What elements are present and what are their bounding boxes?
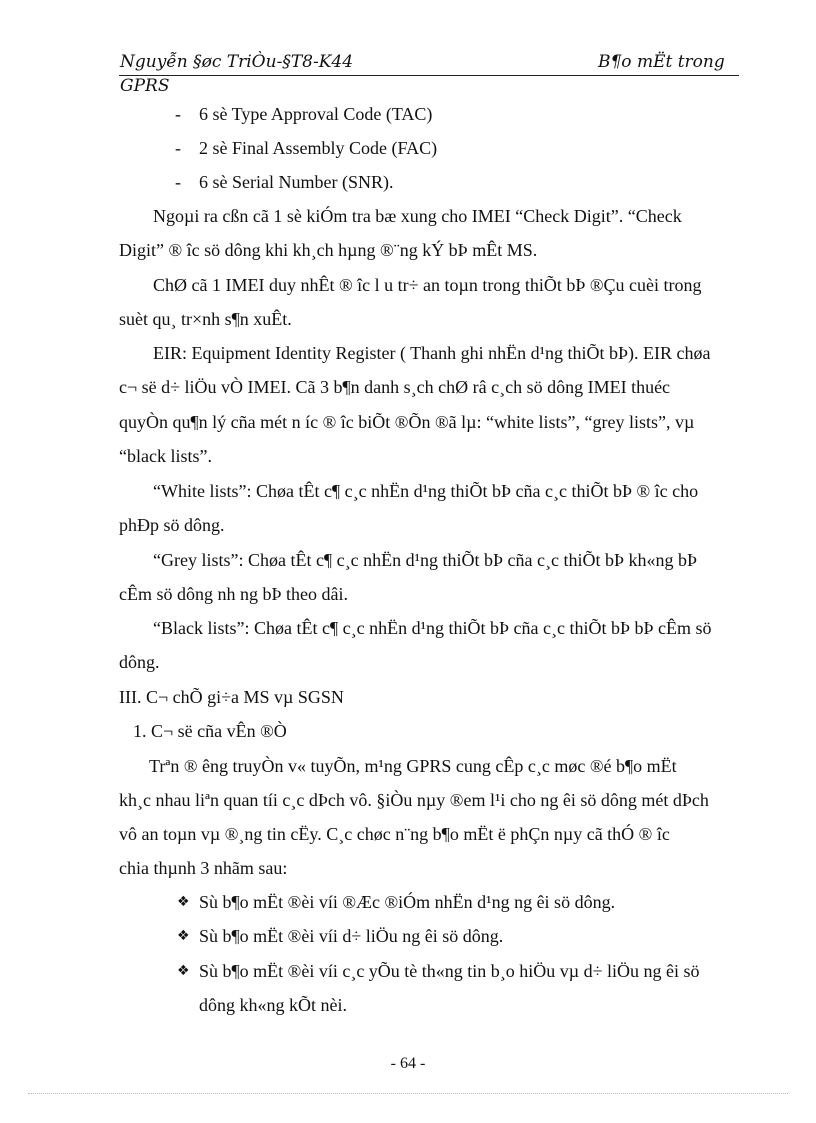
header-title: B¶o mËt trong [598,52,725,72]
page-bottom-divider [28,1093,788,1094]
paragraph-line: “Grey lists”: Chøa tÊt c¶ c¸c nhËn d¹ng thiÕt bÞ cña c¸c thiÕt bÞ kh«ng bÞ [153,550,697,570]
diamond-bullet-icon: ❖ [177,894,190,910]
list-item: 2 sè Final Assembly Code (FAC) [199,138,438,158]
paragraph-line: Ngoµi ra cßn cã 1 sè kiÓm tra bæ xung cho IMEI “Check Digit”. “Check [153,206,682,226]
list-item: 6 sè Type Approval Code (TAC) [199,104,433,124]
diamond-bullet-icon: ❖ [177,963,190,979]
diamond-list-item-continuation: dông kh«ng kÕt nèi. [199,995,347,1015]
diamond-bullet-icon: ❖ [177,928,190,944]
header-author: Nguyễn §øc TriÒu-§T8-K44 [120,52,354,72]
paragraph-line: c¬ së d÷ liÖu vÒ IMEI. Cã 3 b¶n danh s¸ch chØ râ c¸ch sö dông IMEI thuéc [119,377,671,397]
dash-bullet-icon: - [175,172,181,192]
dash-bullet-icon: - [175,138,181,158]
diamond-list-item: Sù b¶o mËt ®èi víi c¸c yÕu tè th«ng tin b¸o hiÖu vµ d÷ liÖu ng êi sö [199,961,700,981]
paragraph-line: “White lists”: Chøa tÊt c¶ c¸c nhËn d¹ng thiÕt bÞ cña c¸c thiÕt bÞ ® îc cho [153,481,699,501]
section-heading: III. C¬ chÕ gi÷a MS vµ SGSN [119,687,344,707]
paragraph-line: “Black lists”: Chøa tÊt c¶ c¸c nhËn d¹ng thiÕt bÞ cña c¸c thiÕt bÞ bÞ cÊm sö [153,618,712,638]
paragraph-line: Trªn ® êng truyÒn v« tuyÕn, m¹ng GPRS cung cÊp c¸c møc ®é b¶o mËt [149,756,677,776]
subsection-heading: 1. C¬ së cña vÊn ®Ò [133,721,287,741]
paragraph-line: ChØ cã 1 IMEI duy nhÊt ® îc l u tr÷ an toµn trong thiÕt bÞ ®Çu cuèi trong [153,275,702,295]
header-divider [119,75,739,76]
diamond-list-item: Sù b¶o mËt ®èi víi d÷ liÖu ng êi sö dông. [199,926,504,946]
paragraph-line: quyÒn qu¶n lý cña mét n íc ® îc biÕt ®Õn ®ã lµ: “white lists”, “grey lists”, vµ [119,412,695,432]
page-number: - 64 - [390,1055,426,1072]
dash-bullet-icon: - [175,104,181,124]
paragraph-line: “black lists”. [119,446,212,466]
paragraph-line: dông. [119,652,160,672]
paragraph-line: chia thµnh 3 nhãm sau: [119,858,288,878]
paragraph-line: suèt qu¸ tr×nh s¶n xuÊt. [119,309,292,329]
paragraph-line: EIR: Equipment Identity Register ( Thanh ghi nhËn d¹ng thiÕt bÞ). EIR chøa [153,343,711,363]
paragraph-line: kh¸c nhau liªn quan tíi c¸c dÞch vô. §iÒu nµy ®em l¹i cho ng êi sö dông mét dÞch [119,790,709,810]
paragraph-line: phÐp sö dông. [119,515,225,535]
diamond-list-item: Sù b¶o mËt ®èi víi ®Æc ®iÓm nhËn d¹ng ng êi sö dông. [199,892,616,912]
header-title-continuation: GPRS [120,76,170,96]
paragraph-line: vô an toµn vµ ®¸ng tin cËy. C¸c chøc n¨ng b¶o mËt ë phÇn nµy cã thÓ ® îc [119,824,670,844]
list-item: 6 sè Serial Number (SNR). [199,172,394,192]
paragraph-line: cÊm sö dông nh ng bÞ theo dâi. [119,584,348,604]
paragraph-line: Digit” ® îc sö dông khi kh¸ch hµng ®¨ng kÝ bÞ mÊt MS. [119,240,538,260]
